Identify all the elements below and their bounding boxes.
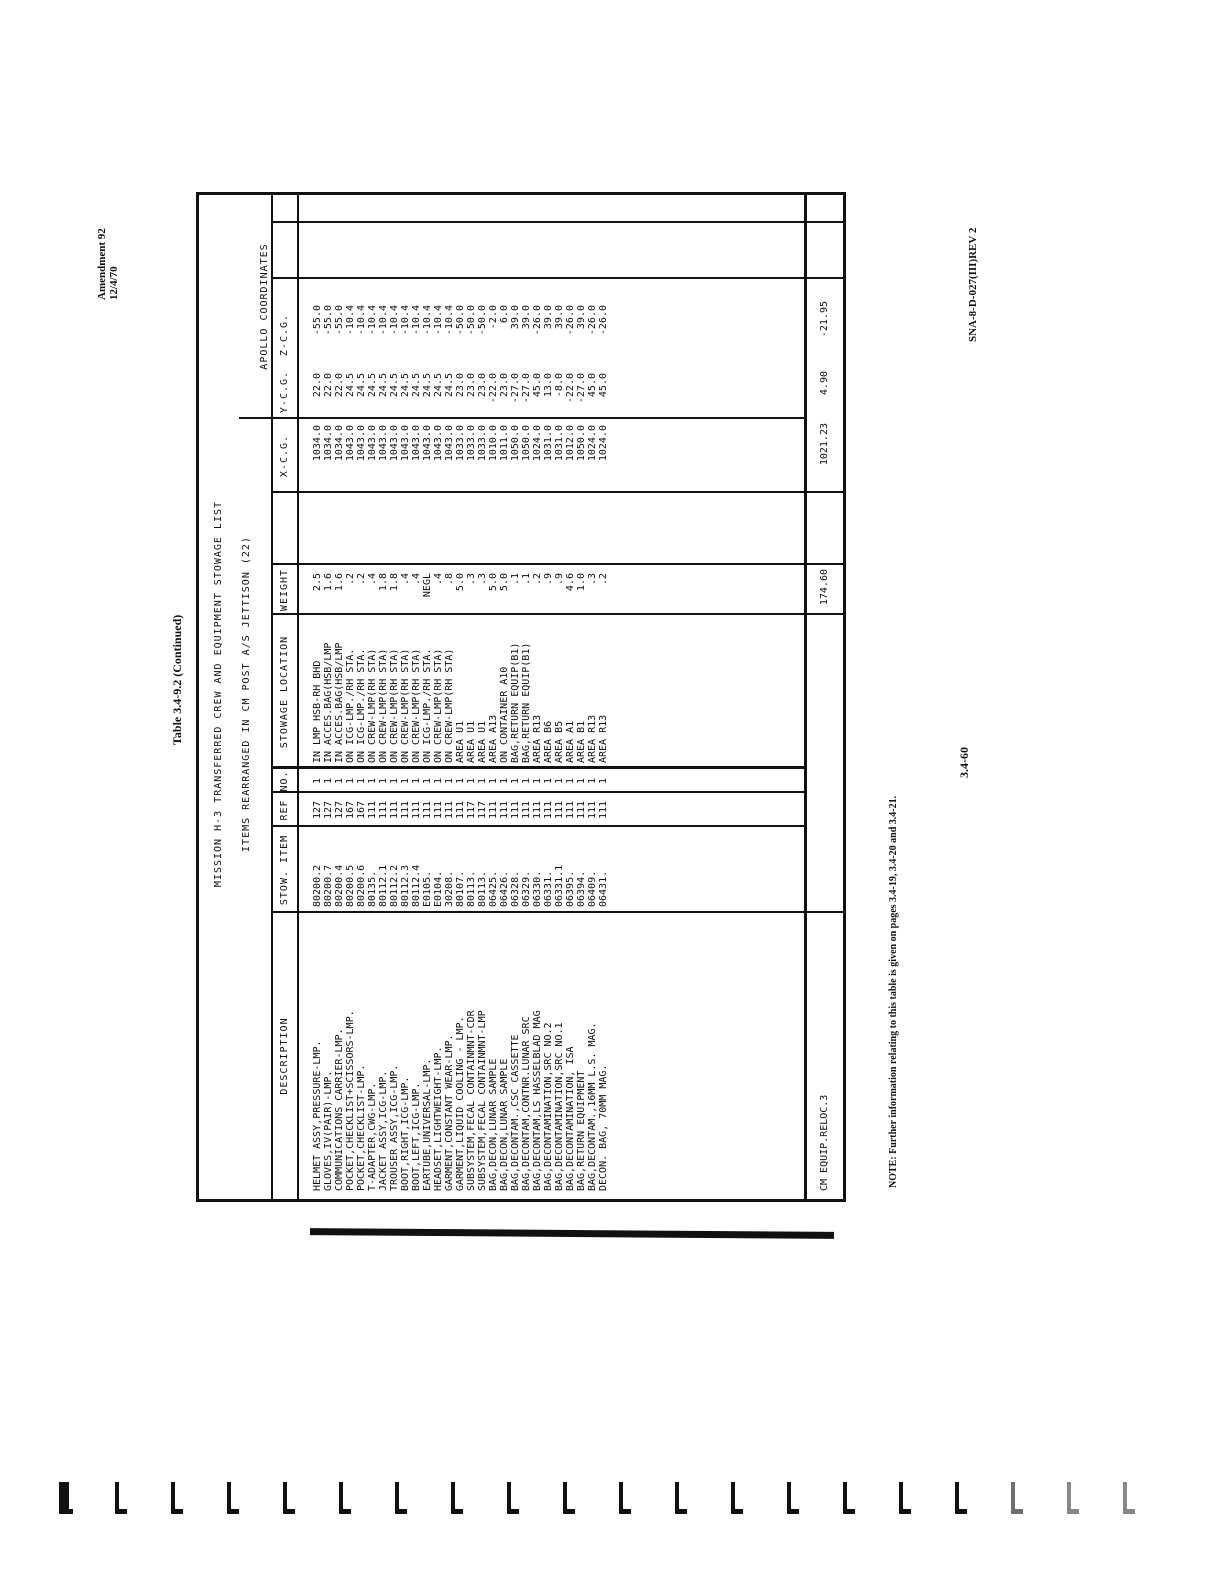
row-13-weight: .8 <box>444 573 455 586</box>
header-description: DESCRIPTION <box>279 1017 290 1095</box>
total-y-cg: 4.90 <box>819 371 830 396</box>
row-2-description: GLOVES,IV(PAIR)-LMP. <box>323 1070 334 1191</box>
row-2-y-cg: 22.0 <box>323 373 334 398</box>
row-27-z-cg: -26.0 <box>598 305 609 336</box>
row-21-no: 1 <box>532 777 543 785</box>
row-17-z-cg: -2.0 <box>488 305 499 330</box>
row-9-location: ON CREW-LMP(RH STA) <box>400 648 411 763</box>
table-subtitle: ITEMS REARRANGED IN CM POST A/S JETTISON (22) <box>241 536 252 852</box>
row-20-no: 1 <box>521 777 532 785</box>
row-18-ref: 111 <box>499 800 510 820</box>
row-10-y-cg: 24.5 <box>411 373 422 398</box>
row-14-y-cg: 23.0 <box>455 373 466 398</box>
row-19-no: 1 <box>510 777 521 785</box>
row-10-location: ON CREW-LMP(RH STA) <box>411 648 422 763</box>
row-12-x-cg: 1043.0 <box>433 425 444 462</box>
row-8-stow-item: 80112.2 <box>389 864 400 907</box>
row-20-location: BAG,RETURN EQUIP(B1) <box>521 642 532 763</box>
row-25-no: 1 <box>576 777 587 785</box>
row-12-stow-item: E0104. <box>433 870 444 907</box>
row-7-stow-item: 80112.1 <box>378 864 389 907</box>
row-21-z-cg: -26.0 <box>532 305 543 336</box>
row-27-ref: 111 <box>598 800 609 820</box>
row-12-z-cg: -10.4 <box>433 305 444 336</box>
row-7-ref: 111 <box>378 800 389 820</box>
total-weight: 174.60 <box>819 569 830 606</box>
row-23-weight: .9 <box>554 573 565 586</box>
row-9-ref: 111 <box>400 800 411 820</box>
row-27-description: DECON. BAG, 70MM MAG. <box>598 1064 609 1191</box>
column-no <box>312 771 609 791</box>
row-4-description: POCKET,CHECKLIST+SCISSORS-LMP. <box>345 1010 356 1191</box>
row-18-description: BAG,DECON,LUNAR SAMPLE <box>499 1058 510 1191</box>
header-ref: REF <box>279 799 290 821</box>
row-24-no: 1 <box>565 777 576 785</box>
row-4-weight: .2 <box>345 573 356 586</box>
row-9-y-cg: 24.5 <box>400 373 411 398</box>
header-location: STOWAGE LOCATION <box>279 635 290 749</box>
amendment-number: Amendment 92 <box>96 228 108 300</box>
total-x-cg: 1021.23 <box>819 423 830 466</box>
row-17-location: AREA A13 <box>488 714 499 763</box>
row-12-ref: 111 <box>433 800 444 820</box>
row-24-location: AREA A1 <box>565 720 576 763</box>
row-26-description: BAG,DECONTAM.,16MM L.S. MAG. <box>587 1022 598 1191</box>
row-24-weight: 4.6 <box>565 573 576 592</box>
row-1-weight: 2.5 <box>312 573 323 592</box>
row-23-z-cg: 39.0 <box>554 305 565 330</box>
row-6-description: T-ADAPTER,CWG-LMP. <box>367 1082 378 1191</box>
row-26-stow-item: 06409. <box>587 870 598 907</box>
row-24-description: BAG,DECONTAMINATION, ISA <box>565 1046 576 1191</box>
row-27-x-cg: 1024.0 <box>598 425 609 462</box>
row-1-z-cg: -55.0 <box>312 305 323 336</box>
row-8-ref: 111 <box>389 800 400 820</box>
row-25-ref: 111 <box>576 800 587 820</box>
row-16-y-cg: 23.0 <box>477 373 488 398</box>
column-z-cg <box>312 305 609 365</box>
row-2-stow-item: 80200.7 <box>323 864 334 907</box>
row-6-weight: .4 <box>367 573 378 586</box>
row-7-location: ON CREW-LMP(RH STA) <box>378 648 389 763</box>
row-26-y-cg: 45.0 <box>587 373 598 398</box>
row-22-description: BAG,DECONTAMINATION,SRC NO.2 <box>543 1022 554 1191</box>
column-stow-item <box>312 833 609 907</box>
row-17-no: 1 <box>488 777 499 785</box>
header-stow-item: STOW. ITEM <box>279 834 290 906</box>
row-1-description: HELMET ASSY,PRESSURE-LMP. <box>312 1040 323 1191</box>
row-19-x-cg: 1050.0 <box>510 425 521 462</box>
row-19-z-cg: 39.0 <box>510 305 521 330</box>
row-12-description: HEADSET,LIGHTWEIGHT-LMP. <box>433 1046 444 1191</box>
row-9-stow-item: 80112.3 <box>400 864 411 907</box>
header-weight: WEIGHT <box>279 568 290 612</box>
row-11-weight: NEGL <box>422 573 433 598</box>
row-2-x-cg: 1034.0 <box>323 425 334 462</box>
row-25-y-cg: -27.0 <box>576 373 587 404</box>
stowage-table <box>196 192 846 1202</box>
row-18-stow-item: 06426. <box>499 870 510 907</box>
row-4-y-cg: 24.5 <box>345 373 356 398</box>
row-5-z-cg: -10.4 <box>356 305 367 336</box>
row-2-location: IN ACCES.BAG(HSB/LMP <box>323 642 334 763</box>
row-1-x-cg: 1034.0 <box>312 425 323 462</box>
row-8-no: 1 <box>389 777 400 785</box>
row-11-y-cg: 24.5 <box>422 373 433 398</box>
row-11-ref: 111 <box>422 800 433 820</box>
row-22-ref: 111 <box>543 800 554 820</box>
row-3-stow-item: 80200.4 <box>334 864 345 907</box>
row-18-y-cg: 23.0 <box>499 373 510 398</box>
scan-edge-marks <box>55 1482 1155 1522</box>
row-17-y-cg: -22.0 <box>488 373 499 404</box>
row-15-description: SUBSYSTEM,FECAL CONTAINMNT-CDR <box>466 1010 477 1191</box>
row-17-description: BAG,DECON,LUNAR SAMPLE <box>488 1058 499 1191</box>
row-9-weight: .4 <box>400 573 411 586</box>
row-8-location: ON CREW-LMP(RH STA) <box>389 648 400 763</box>
row-10-no: 1 <box>411 777 422 785</box>
row-22-no: 1 <box>543 777 554 785</box>
coord-group-label: APOLLO COORDINATES <box>259 243 270 370</box>
row-4-no: 1 <box>345 777 356 785</box>
row-11-location: ON ICG-LMP./RH STA. <box>422 648 433 763</box>
row-10-z-cg: -10.4 <box>411 305 422 336</box>
row-27-stow-item: 06431. <box>598 870 609 907</box>
row-13-location: ON CREW-LMP(RH STA) <box>444 648 455 763</box>
row-14-no: 1 <box>455 777 466 785</box>
row-15-ref: 117 <box>466 800 477 820</box>
row-7-z-cg: -10.4 <box>378 305 389 336</box>
row-7-y-cg: 24.5 <box>378 373 389 398</box>
row-27-location: AREA R13 <box>598 714 609 763</box>
row-6-z-cg: -10.4 <box>367 305 378 336</box>
row-16-weight: .3 <box>477 573 488 586</box>
row-10-x-cg: 1043.0 <box>411 425 422 462</box>
row-8-weight: 1.8 <box>389 573 400 592</box>
row-11-z-cg: -10.4 <box>422 305 433 336</box>
row-13-ref: 111 <box>444 800 455 820</box>
row-23-description: BAG,DECONTAMINATION,SRC NO.1 <box>554 1022 565 1191</box>
row-26-location: AREA R13 <box>587 714 598 763</box>
row-13-description: GARMENT,CONSTANT WEAR-LMP. <box>444 1034 455 1191</box>
table-note: NOTE: Further information relating to this table is given on pages 3.4-19, 3.4-20 and 3.4-21. <box>888 795 899 1188</box>
row-11-stow-item: E0105. <box>422 870 433 907</box>
row-1-y-cg: 22.0 <box>312 373 323 398</box>
row-12-no: 1 <box>433 777 444 785</box>
column-description <box>312 913 609 1191</box>
row-8-z-cg: -10.4 <box>389 305 400 336</box>
row-6-no: 1 <box>367 777 378 785</box>
row-13-z-cg: -10.4 <box>444 305 455 336</box>
row-15-x-cg: 1033.0 <box>466 425 477 462</box>
row-24-stow-item: 06395. <box>565 870 576 907</box>
row-6-stow-item: 80135. <box>367 870 378 907</box>
row-1-no: 1 <box>312 777 323 785</box>
row-6-x-cg: 1043.0 <box>367 425 378 462</box>
row-24-y-cg: -22.0 <box>565 373 576 404</box>
row-14-stow-item: 80107. <box>455 870 466 907</box>
change-bar <box>310 1228 834 1239</box>
row-16-stow-item: 80113. <box>477 870 488 907</box>
row-5-no: 1 <box>356 777 367 785</box>
total-z-cg: -21.95 <box>819 301 830 338</box>
row-14-z-cg: -50.0 <box>455 305 466 336</box>
row-23-no: 1 <box>554 777 565 785</box>
row-26-ref: 111 <box>587 800 598 820</box>
page-number: 3.4-60 <box>957 747 971 778</box>
row-6-location: ON CREW-LMP(RH STA) <box>367 648 378 763</box>
header-z-cg: Z-C.G. <box>279 313 290 357</box>
row-10-description: BOOT,LEFT,ICG-LMP. <box>411 1082 422 1191</box>
row-25-description: BAG,RETURN EQUIPMENT <box>576 1070 587 1191</box>
row-22-stow-item: 06331. <box>543 870 554 907</box>
row-1-ref: 127 <box>312 800 323 820</box>
row-2-weight: 1.6 <box>323 573 334 592</box>
row-18-location: ON CONTAINER A10 <box>499 666 510 763</box>
table-caption: Table 3.4-9.2 (Continued) <box>170 614 184 745</box>
table-title: MISSION H-3 TRANSFERRED CREW AND EQUIPMENT STOWAGE LIST <box>213 500 224 888</box>
row-15-location: AREA U1 <box>466 720 477 763</box>
row-26-z-cg: -26.0 <box>587 305 598 336</box>
row-15-no: 1 <box>466 777 477 785</box>
row-22-y-cg: 13.0 <box>543 373 554 398</box>
row-26-x-cg: 1024.0 <box>587 425 598 462</box>
row-11-x-cg: 1043.0 <box>422 425 433 462</box>
row-7-x-cg: 1043.0 <box>378 425 389 462</box>
row-22-x-cg: 1031.0 <box>543 425 554 462</box>
row-12-weight: .4 <box>433 573 444 586</box>
row-19-ref: 111 <box>510 800 521 820</box>
row-4-stow-item: 80200.5 <box>345 864 356 907</box>
row-19-stow-item: 06328. <box>510 870 521 907</box>
row-14-description: GARMENT,LIQUID COOLING - LMP. <box>455 1016 466 1191</box>
row-15-z-cg: -50.0 <box>466 305 477 336</box>
row-20-stow-item: 06329. <box>521 870 532 907</box>
row-3-location: IN ACCES.BAG(HSB/LMP <box>334 642 345 763</box>
row-25-stow-item: 06394. <box>576 870 587 907</box>
header-x-cg: X-C.G. <box>279 434 290 478</box>
row-7-weight: 1.8 <box>378 573 389 592</box>
row-2-no: 1 <box>323 777 334 785</box>
column-ref <box>312 795 609 825</box>
table-rotated <box>196 192 846 1202</box>
column-x-cg <box>312 425 609 491</box>
row-8-y-cg: 24.5 <box>389 373 400 398</box>
row-16-no: 1 <box>477 777 488 785</box>
row-2-ref: 127 <box>323 800 334 820</box>
row-4-z-cg: -10.4 <box>345 305 356 336</box>
row-9-x-cg: 1043.0 <box>400 425 411 462</box>
row-9-description: BOOT,RIGHT,ICG-LMP. <box>400 1076 411 1191</box>
row-25-location: AREA B1 <box>576 720 587 763</box>
row-1-location: IN LMP HSB-RH BHD <box>312 660 323 763</box>
row-19-description: BAG,DECONTAM.,CSC CASSETTE <box>510 1034 521 1191</box>
row-16-location: AREA U1 <box>477 720 488 763</box>
row-26-weight: .3 <box>587 573 598 586</box>
row-16-description: SUBSYSTEM,FECAL CONTAINMNT-LMP <box>477 1010 488 1191</box>
row-22-z-cg: 39.0 <box>543 305 554 330</box>
row-13-y-cg: 24.5 <box>444 373 455 398</box>
row-1-stow-item: 80200.2 <box>312 864 323 907</box>
row-24-z-cg: -26.0 <box>565 305 576 336</box>
row-10-ref: 111 <box>411 800 422 820</box>
row-12-y-cg: 24.5 <box>433 373 444 398</box>
row-19-location: BAG,RETURN EQUIP(B1) <box>510 642 521 763</box>
row-11-description: EARTUBE,UNIVERSAL-LMP. <box>422 1058 433 1191</box>
column-weight <box>312 573 609 613</box>
row-15-y-cg: 23.0 <box>466 373 477 398</box>
row-21-x-cg: 1024.0 <box>532 425 543 462</box>
row-25-z-cg: 39.0 <box>576 305 587 330</box>
row-23-x-cg: 1031.0 <box>554 425 565 462</box>
row-18-weight: 5.0 <box>499 573 510 592</box>
row-23-y-cg: -8.0 <box>554 373 565 398</box>
row-21-description: BAG,DECONTAM,LS HASSELBLAD MAG <box>532 1010 543 1191</box>
row-5-location: ON ICG-LMP./RH STA. <box>356 648 367 763</box>
row-17-ref: 111 <box>488 800 499 820</box>
row-5-stow-item: 80200.6 <box>356 864 367 907</box>
row-5-weight: .2 <box>356 573 367 586</box>
row-3-z-cg: -55.0 <box>334 305 345 336</box>
row-17-weight: 5.0 <box>488 573 499 592</box>
row-13-stow-item: 30208. <box>444 870 455 907</box>
row-3-ref: 127 <box>334 800 345 820</box>
header-no: NO. <box>279 770 290 792</box>
row-5-ref: 167 <box>356 800 367 820</box>
row-20-weight: .1 <box>521 573 532 586</box>
row-23-location: AREA B5 <box>554 720 565 763</box>
row-14-location: AREA U1 <box>455 720 466 763</box>
row-5-description: POCKET,CHECKLIST-LMP. <box>356 1064 367 1191</box>
row-19-weight: .1 <box>510 573 521 586</box>
header-y-cg: Y-C.G. <box>279 370 290 414</box>
row-13-no: 1 <box>444 777 455 785</box>
row-12-location: ON CREW-LMP(RH STA) <box>433 648 444 763</box>
row-8-x-cg: 1043.0 <box>389 425 400 462</box>
row-4-location: ON ICG-LMP./RH STA. <box>345 648 356 763</box>
row-27-weight: .2 <box>598 573 609 586</box>
row-9-no: 1 <box>400 777 411 785</box>
row-17-stow-item: 06425. <box>488 870 499 907</box>
row-20-description: BAG,DECONTAM,CONTNR.LUNAR SRC <box>521 1016 532 1191</box>
row-3-x-cg: 1034.0 <box>334 425 345 462</box>
row-18-no: 1 <box>499 777 510 785</box>
row-18-x-cg: 1011.0 <box>499 425 510 462</box>
amendment-date: 12/4/70 <box>108 266 120 300</box>
row-18-z-cg: 6.0 <box>499 305 510 324</box>
row-3-description: COMMUNICATIONS CARRIER-LMP. <box>334 1028 345 1191</box>
row-21-location: AREA R13 <box>532 714 543 763</box>
row-21-y-cg: 45.0 <box>532 373 543 398</box>
row-19-y-cg: -27.0 <box>510 373 521 404</box>
row-23-ref: 111 <box>554 800 565 820</box>
row-20-y-cg: -27.0 <box>521 373 532 404</box>
row-22-weight: .9 <box>543 573 554 586</box>
row-21-weight: .2 <box>532 573 543 586</box>
row-14-x-cg: 1033.0 <box>455 425 466 462</box>
row-6-y-cg: 24.5 <box>367 373 378 398</box>
row-2-z-cg: -55.0 <box>323 305 334 336</box>
row-4-x-cg: 1043.0 <box>345 425 356 462</box>
row-20-x-cg: 1050.0 <box>521 425 532 462</box>
row-5-y-cg: 24.5 <box>356 373 367 398</box>
row-24-x-cg: 1012.0 <box>565 425 576 462</box>
row-26-no: 1 <box>587 777 598 785</box>
row-8-description: TROUSER ASSY,ICG-LMP. <box>389 1064 400 1191</box>
row-16-x-cg: 1033.0 <box>477 425 488 462</box>
row-27-no: 1 <box>598 777 609 785</box>
row-21-ref: 111 <box>532 800 543 820</box>
row-20-ref: 111 <box>521 800 532 820</box>
column-y-cg <box>312 373 609 417</box>
row-16-ref: 117 <box>477 800 488 820</box>
row-21-stow-item: 06330. <box>532 870 543 907</box>
row-5-x-cg: 1043.0 <box>356 425 367 462</box>
row-13-x-cg: 1043.0 <box>444 425 455 462</box>
row-3-no: 1 <box>334 777 345 785</box>
row-14-ref: 111 <box>455 800 466 820</box>
row-4-ref: 167 <box>345 800 356 820</box>
row-25-weight: 1.0 <box>576 573 587 592</box>
row-6-ref: 111 <box>367 800 378 820</box>
row-9-z-cg: -10.4 <box>400 305 411 336</box>
row-22-location: AREA B6 <box>543 720 554 763</box>
row-15-weight: .3 <box>466 573 477 586</box>
row-7-description: JACKET ASSY,ICG-LMP. <box>378 1070 389 1191</box>
row-16-z-cg: -50.0 <box>477 305 488 336</box>
total-label: CM EQUIP.RELOC.3 <box>819 1094 830 1191</box>
row-27-y-cg: 45.0 <box>598 373 609 398</box>
row-17-x-cg: 1010.0 <box>488 425 499 462</box>
row-3-weight: 1.6 <box>334 573 345 592</box>
row-25-x-cg: 1050.0 <box>576 425 587 462</box>
row-10-weight: .4 <box>411 573 422 586</box>
row-11-no: 1 <box>422 777 433 785</box>
column-location <box>312 617 609 763</box>
document-id: SNA-8-D-027(III)REV 2 <box>967 227 979 342</box>
row-7-no: 1 <box>378 777 389 785</box>
row-24-ref: 111 <box>565 800 576 820</box>
row-20-z-cg: 39.0 <box>521 305 532 330</box>
row-14-weight: 5.0 <box>455 573 466 592</box>
row-3-y-cg: 22.0 <box>334 373 345 398</box>
row-23-stow-item: 06331.1 <box>554 864 565 907</box>
amendment-block <box>96 228 120 300</box>
row-15-stow-item: 80113. <box>466 870 477 907</box>
row-10-stow-item: 80112.4 <box>411 864 422 907</box>
